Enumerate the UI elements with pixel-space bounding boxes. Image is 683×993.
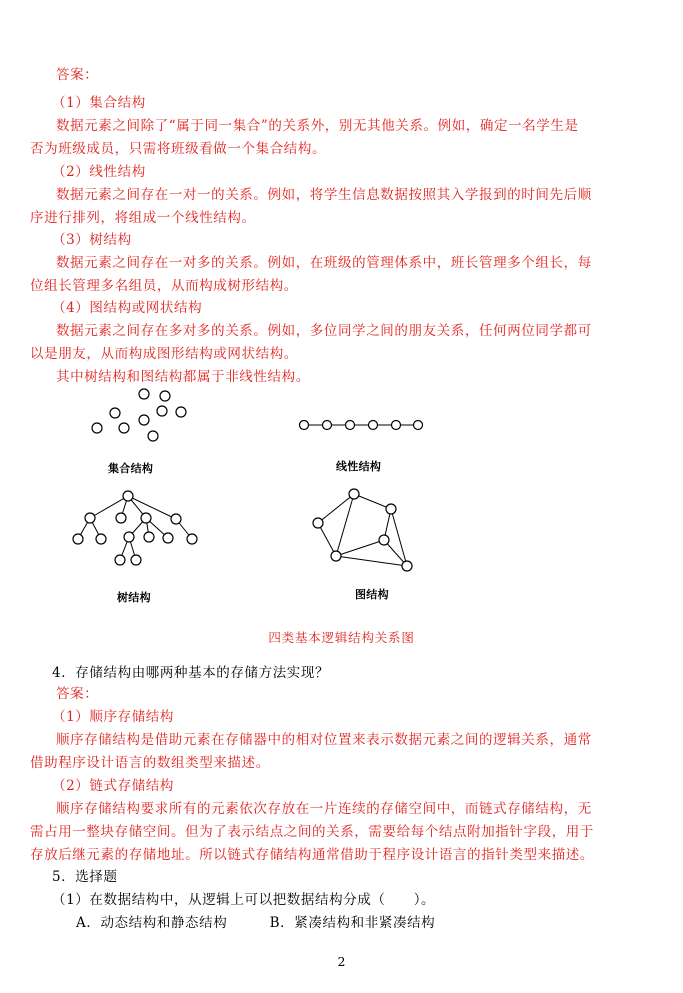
section-title-set: （1）集合结构 — [52, 95, 146, 111]
graph-node — [349, 489, 359, 499]
paragraph-tree-line2: 位组长管理多名组员，从而构成树形结构。 — [30, 278, 298, 294]
graph-node — [331, 551, 341, 561]
paragraph-linear-line1: 数据元素之间存在一对一的关系。例如，将学生信息数据按照其入学报到的时间先后顺 — [56, 187, 592, 203]
label-graph-structure: 图结构 — [355, 588, 389, 601]
paragraph-set-line2: 否为班级成员，只需将班级看做一个集合结构。 — [30, 141, 327, 157]
paragraph-linear-line2: 序进行排列，将组成一个线性结构。 — [30, 210, 256, 226]
paragraph-linked-line3: 存放后继元素的存储地址。所以链式存储结构通常借助于程序设计语言的指针类型来描述。 — [30, 847, 594, 863]
graph-node — [386, 504, 396, 514]
graph-node — [379, 535, 389, 545]
section-title-linear: （2）线性结构 — [52, 164, 146, 180]
page-number: 2 — [337, 954, 346, 969]
question-5: 5．选择题 — [52, 869, 118, 885]
label-linear-structure: 线性结构 — [336, 460, 382, 473]
section-title-graph: （4）图结构或网状结构 — [52, 300, 203, 316]
graph-node — [313, 518, 323, 528]
paragraph-graph-line2: 以是朋友，从而构成图形结构或网状结构。 — [30, 346, 298, 362]
question-4: 4．存储结构由哪两种基本的存储方法实现？ — [52, 665, 330, 681]
paragraph-set-line1: 数据元素之间除了“属于同一集合”的关系外，别无其他关系。例如，确定一名学生是 — [56, 118, 579, 134]
summary-text: 其中树结构和图结构都属于非线性结构。 — [56, 369, 310, 385]
paragraph-sequential-line2: 借助程序设计语言的数组类型来描述。 — [30, 755, 270, 771]
answer-label-2: 答案： — [56, 686, 99, 702]
paragraph-linked-line2: 需占用一整块存储空间。但为了表示结点之间的关系，需要给每个结点附加指针字段，用于 — [30, 824, 594, 840]
answer-label: 答案： — [56, 67, 99, 83]
paragraph-sequential-line1: 顺序存储结构是借助元素在存储器中的相对位置来表示数据元素之间的逻辑关系，通常 — [56, 732, 592, 748]
figure-caption: 四类基本逻辑结构关系图 — [268, 630, 415, 645]
question-5-1-options: A．动态结构和静态结构 B．紧凑结构和非紧凑结构 — [76, 915, 436, 931]
label-set-structure: 集合结构 — [108, 462, 154, 475]
paragraph-tree-line1: 数据元素之间存在一对多的关系。例如，在班级的管理体系中，班长管理多个组长，每 — [56, 255, 592, 271]
question-5-1: （1）在数据结构中，从逻辑上可以把数据结构分成（ ）。 — [52, 892, 436, 908]
paragraph-graph-line1: 数据元素之间存在多对多的关系。例如，多位同学之间的朋友关系，任何两位同学都可 — [56, 323, 592, 339]
section-title-tree: （3）树结构 — [52, 232, 132, 248]
label-tree-structure: 树结构 — [117, 591, 151, 604]
paragraph-linked-line1: 顺序存储结构要求所有的元素依次存放在一片连续的存储空间中，而链式存储结构，无 — [56, 801, 592, 817]
section-title-linked: （2）链式存储结构 — [52, 778, 174, 794]
graph-node — [402, 561, 412, 571]
section-title-sequential: （1）顺序存储结构 — [52, 709, 174, 725]
